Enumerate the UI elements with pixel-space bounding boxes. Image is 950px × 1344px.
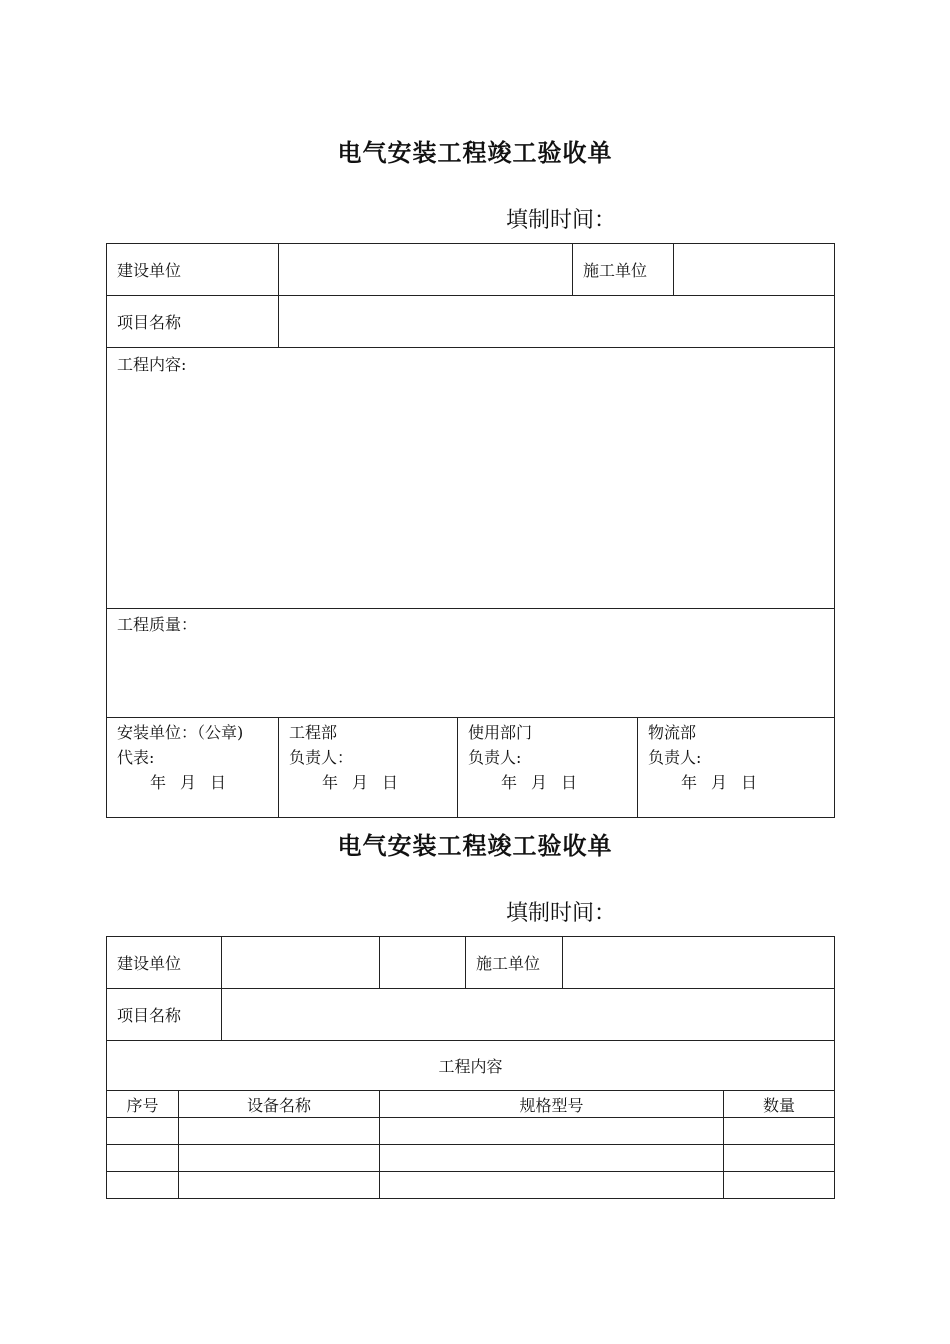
- contractor-label: 施工单位: [465, 937, 563, 988]
- construction-unit-label: 建设单位: [107, 244, 279, 296]
- form2-title: 电气安装工程竣工验收单: [337, 831, 613, 860]
- table-cell[interactable]: [107, 1172, 179, 1199]
- table-row: [107, 1118, 835, 1145]
- table-cell[interactable]: [724, 1118, 835, 1145]
- construction-unit-cell: [107, 937, 380, 989]
- signature-user-dept[interactable]: [458, 718, 638, 817]
- sig-date: 年 月 日: [501, 773, 578, 792]
- table-row: [107, 1145, 835, 1172]
- contractor-field[interactable]: [563, 937, 834, 988]
- contractor-cell: [380, 937, 835, 989]
- sig-date: 年 月 日: [150, 773, 227, 792]
- sig-line1: 物流部: [648, 723, 697, 742]
- table-cell[interactable]: [179, 1145, 380, 1172]
- quality-field[interactable]: [107, 609, 835, 718]
- form2-table: [106, 936, 835, 1199]
- construction-unit-label: 建设单位: [107, 937, 222, 988]
- sig-line2: 负责人：: [289, 748, 354, 767]
- project-name-label: 项目名称: [107, 989, 222, 1040]
- signature-engineering[interactable]: [279, 718, 458, 817]
- col-header-quantity: 数量: [724, 1091, 835, 1118]
- signature-row: [107, 718, 835, 818]
- project-name-cell: [107, 989, 835, 1041]
- sig-line1: 使用部门: [468, 723, 533, 742]
- signature-installer[interactable]: [107, 718, 279, 817]
- table-cell[interactable]: [380, 1145, 724, 1172]
- table-cell[interactable]: [179, 1118, 380, 1145]
- form1-title: 电气安装工程竣工验收单: [337, 138, 613, 167]
- work-content-label: 工程内容:: [117, 355, 187, 374]
- table-cell[interactable]: [380, 1118, 724, 1145]
- table-cell[interactable]: [724, 1172, 835, 1199]
- form2-fill-time-label: 填制时间：: [506, 901, 617, 926]
- quality-label: 工程质量：: [117, 615, 198, 634]
- sig-line1: 安装单位：（公章): [117, 723, 244, 742]
- table-cell[interactable]: [107, 1118, 179, 1145]
- construction-unit-field[interactable]: [222, 937, 379, 988]
- col-header-index: 序号: [107, 1091, 179, 1118]
- project-name-field[interactable]: [222, 989, 834, 1040]
- form1-table: [106, 243, 835, 818]
- col-header-spec: 规格型号: [380, 1091, 724, 1118]
- sig-line2: 代表:: [117, 748, 155, 767]
- table-cell[interactable]: [179, 1172, 380, 1199]
- col-header-equipment: 设备名称: [179, 1091, 380, 1118]
- sig-line2: 负责人:: [648, 748, 702, 767]
- sig-date: 年 月 日: [322, 773, 399, 792]
- work-content-header: 工程内容: [107, 1041, 835, 1091]
- table-cell[interactable]: [107, 1145, 179, 1172]
- sig-line1: 工程部: [289, 723, 338, 742]
- table-row: [107, 1172, 835, 1199]
- contractor-cell: [573, 244, 835, 296]
- form1-fill-time-label: 填制时间：: [506, 208, 617, 233]
- work-content-field[interactable]: [107, 348, 835, 609]
- construction-unit-field[interactable]: [279, 244, 573, 296]
- contractor-field[interactable]: [674, 244, 834, 295]
- project-name-label: 项目名称: [107, 296, 279, 348]
- project-name-field[interactable]: [279, 296, 835, 348]
- contractor-label: 施工单位: [573, 244, 674, 295]
- sig-line2: 负责人:: [468, 748, 522, 767]
- signature-logistics[interactable]: [638, 718, 834, 817]
- table-cell[interactable]: [724, 1145, 835, 1172]
- table-cell[interactable]: [380, 1172, 724, 1199]
- sig-date: 年 月 日: [681, 773, 758, 792]
